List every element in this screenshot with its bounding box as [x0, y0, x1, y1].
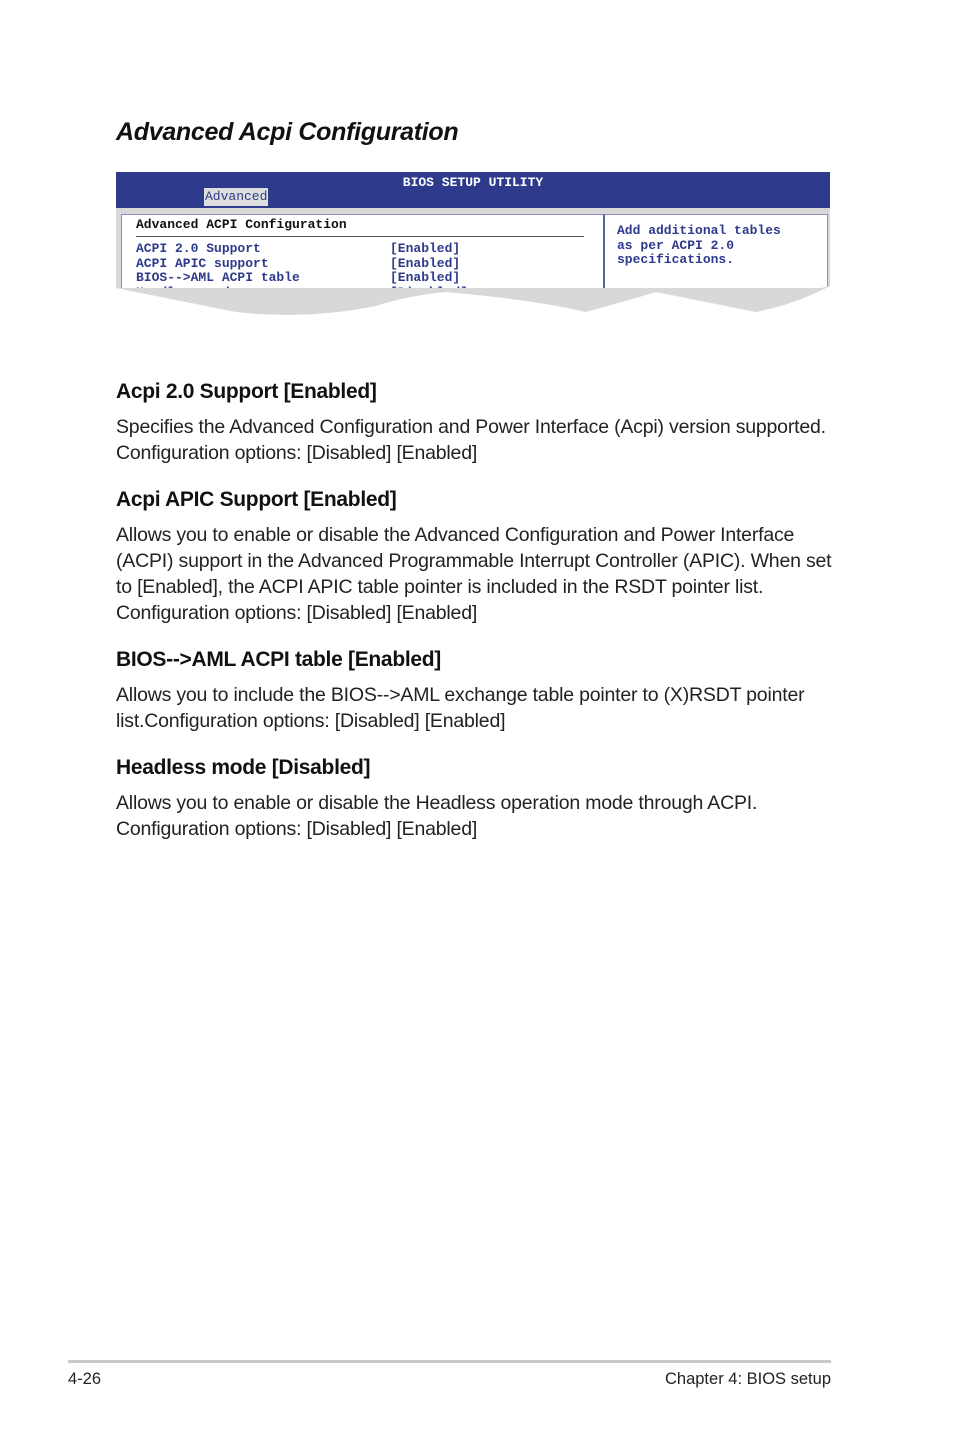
page-title: Advanced Acpi Configuration — [116, 118, 459, 146]
section-heading-acpi-2-0: Acpi 2.0 Support [Enabled] — [116, 380, 377, 403]
section-heading-bios-aml: BIOS-->AML ACPI table [Enabled] — [116, 648, 441, 671]
bios-screenshot — [116, 172, 830, 346]
tab-advanced[interactable]: Advanced — [205, 189, 268, 204]
bios-help-text: Add additional tables as per ACPI 2.0 specifications. — [617, 223, 781, 267]
bios-section-heading: Advanced ACPI Configuration — [136, 217, 347, 232]
bios-item-value: [Enabled] — [390, 241, 461, 256]
section-description-acpi-apic: Allows you to enable or disable the Advanced Configuration and Power Interface (ACPI) support in the Advanced Programmable Interrupt Controller (APIC). When set to [Enabled], the ACPI APIC table pointer is included in the RSDT pointer list. Configuration options: [Disabled] [Enabled] — [116, 524, 832, 624]
section-heading-acpi-apic: Acpi APIC Support [Enabled] — [116, 488, 397, 511]
bios-item-value: [Enabled] — [390, 270, 461, 285]
bios-header-bar — [116, 172, 830, 208]
bios-item-label: BIOS-->AML ACPI table — [136, 270, 300, 285]
footer-page-number: 4-26 — [68, 1370, 102, 1388]
bios-item-value: [Enabled] — [390, 255, 461, 271]
bios-title: BIOS SETUP UTILITY — [402, 175, 544, 190]
bios-body — [116, 208, 830, 318]
section-description-bios-aml: Allows you to include the BIOS-->AML exchange table pointer to (X)RSDT pointer list.Configuration options: [Disabled] [Enabled] — [116, 684, 805, 732]
bios-item-label: ACPI 2.0 Support — [136, 241, 261, 256]
torn-edge-decoration — [116, 208, 830, 318]
section-heading-headless-mode: Headless mode [Disabled] — [116, 756, 371, 779]
section-description-headless-mode: Allows you to enable or disable the Headless operation mode through ACPI. Configuration options: [Disabled] [Enabled] — [116, 792, 758, 840]
footer-chapter-title: Chapter 4: BIOS setup — [664, 1370, 831, 1388]
bios-item-label: ACPI APIC support — [136, 255, 269, 271]
section-description-acpi-2-0: Specifies the Advanced Configuration and Power Interface (Acpi) version supported. Configuration options: [Disabled] [Enabled] — [116, 416, 826, 464]
footer-divider — [68, 1360, 831, 1363]
